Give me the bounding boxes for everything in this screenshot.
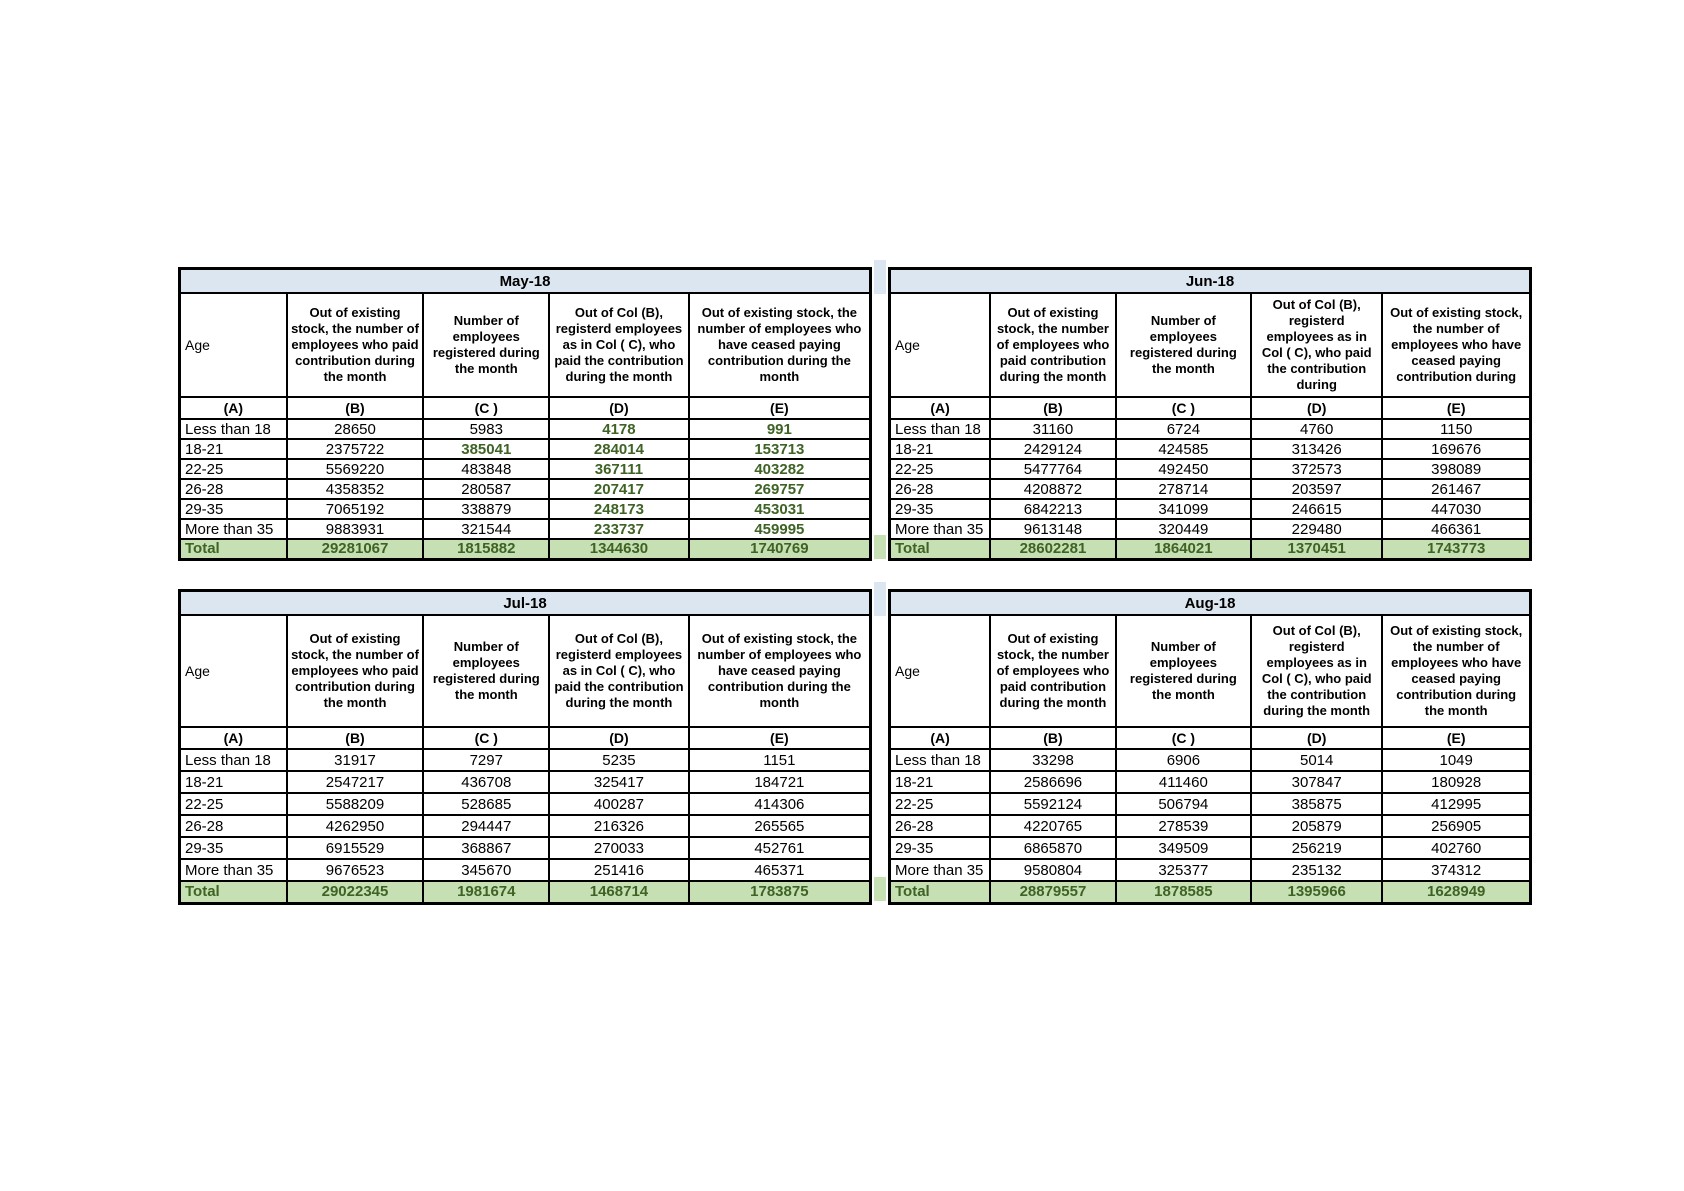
data-cell: 278539: [1116, 815, 1251, 837]
month-title: Jul-18: [180, 591, 871, 616]
data-cell: 4220765: [990, 815, 1116, 837]
total-label: Total: [180, 539, 287, 559]
data-cell: 1049: [1382, 749, 1530, 771]
data-cell: 466361: [1382, 519, 1530, 539]
data-cell: 385875: [1251, 793, 1382, 815]
row-label: 29-35: [180, 499, 287, 519]
data-cell: 256905: [1382, 815, 1530, 837]
col-letter-a: (A): [890, 727, 991, 749]
data-cell: 251416: [549, 859, 689, 881]
col-header-age: Age: [180, 293, 287, 397]
row-label: 26-28: [890, 479, 991, 499]
data-cell: 6865870: [990, 837, 1116, 859]
total-label: Total: [890, 539, 991, 559]
gap-fill-green-bottom: [874, 877, 886, 901]
data-cell: 269757: [689, 479, 871, 499]
total-row: [890, 881, 1531, 903]
data-cell: 338879: [423, 499, 549, 519]
data-cell: 4760: [1251, 419, 1382, 439]
row-label: 26-28: [890, 815, 991, 837]
data-cell: 4262950: [287, 815, 424, 837]
data-cell: 9613148: [990, 519, 1116, 539]
data-cell: 411460: [1116, 771, 1251, 793]
data-cell: 278714: [1116, 479, 1251, 499]
col-header-d: Out of Col (B), registerd employees as in Col ( C), who paid the contribution during: [1251, 293, 1382, 397]
table-row: [890, 815, 1531, 837]
gap-fill-blue-bottom: [874, 582, 886, 616]
col-letter-d: (D): [1251, 397, 1382, 419]
data-cell: 207417: [549, 479, 689, 499]
data-cell: 400287: [549, 793, 689, 815]
data-cell: 341099: [1116, 499, 1251, 519]
data-cell: 465371: [689, 859, 871, 881]
row-label: 26-28: [180, 479, 287, 499]
data-cell: 9883931: [287, 519, 424, 539]
col-letter-e: (E): [1382, 397, 1530, 419]
data-cell: 325377: [1116, 859, 1251, 881]
data-cell: 280587: [423, 479, 549, 499]
data-cell: 436708: [423, 771, 549, 793]
data-cell: 991: [689, 419, 871, 439]
total-cell: 1740769: [689, 539, 871, 559]
row-label: 29-35: [180, 837, 287, 859]
data-cell: 385041: [423, 439, 549, 459]
month-title: Aug-18: [890, 591, 1531, 616]
month-title-row: [180, 269, 871, 294]
row-label: 22-25: [180, 793, 287, 815]
data-cell: 184721: [689, 771, 871, 793]
data-cell: 5569220: [287, 459, 424, 479]
table-row: [890, 419, 1531, 439]
data-cell: 412995: [1382, 793, 1530, 815]
data-cell: 414306: [689, 793, 871, 815]
row-label: 18-21: [890, 771, 991, 793]
data-cell: 1150: [1382, 419, 1530, 439]
data-cell: 452761: [689, 837, 871, 859]
column-headers-row: [180, 615, 871, 727]
data-cell: 453031: [689, 499, 871, 519]
total-cell: 29281067: [287, 539, 424, 559]
column-letters-row: [180, 397, 871, 419]
data-cell: 9580804: [990, 859, 1116, 881]
total-cell: 1783875: [689, 881, 871, 903]
table-jul18: [178, 589, 872, 905]
col-header-e: Out of existing stock, the number of employees who have ceased paying contribution during the month: [689, 293, 871, 397]
total-row: [180, 539, 871, 559]
month-title: May-18: [180, 269, 871, 294]
total-cell: 29022345: [287, 881, 424, 903]
col-header-c: Number of employees registered during the month: [423, 615, 549, 727]
data-cell: 256219: [1251, 837, 1382, 859]
data-cell: 5983: [423, 419, 549, 439]
data-cell: 294447: [423, 815, 549, 837]
table-jun18: [888, 267, 1532, 561]
col-letter-d: (D): [549, 727, 689, 749]
data-cell: 313426: [1251, 439, 1382, 459]
row-label: 18-21: [890, 439, 991, 459]
data-cell: 403282: [689, 459, 871, 479]
total-cell: 1468714: [549, 881, 689, 903]
data-cell: 447030: [1382, 499, 1530, 519]
col-header-c: Number of employees registered during the month: [423, 293, 549, 397]
data-cell: 5014: [1251, 749, 1382, 771]
total-cell: 1344630: [549, 539, 689, 559]
table-row: [180, 749, 871, 771]
col-header-d: Out of Col (B), registerd employees as in Col ( C), who paid the contribution during the month: [549, 293, 689, 397]
data-cell: 5588209: [287, 793, 424, 815]
col-letter-c: (C ): [1116, 727, 1251, 749]
col-header-age: Age: [890, 615, 991, 727]
row-label: 22-25: [180, 459, 287, 479]
month-title: Jun-18: [890, 269, 1531, 294]
data-cell: 506794: [1116, 793, 1251, 815]
col-letter-c: (C ): [423, 397, 549, 419]
col-letter-b: (B): [287, 727, 424, 749]
total-cell: 1815882: [423, 539, 549, 559]
row-label: More than 35: [890, 519, 991, 539]
data-cell: 307847: [1251, 771, 1382, 793]
data-cell: 246615: [1251, 499, 1382, 519]
table-row: [180, 793, 871, 815]
data-cell: 349509: [1116, 837, 1251, 859]
month-title-row: [180, 591, 871, 616]
data-cell: 28650: [287, 419, 424, 439]
data-cell: 2375722: [287, 439, 424, 459]
col-letter-b: (B): [990, 397, 1116, 419]
total-row: [180, 881, 871, 903]
data-cell: 2429124: [990, 439, 1116, 459]
column-letters-row: [890, 397, 1531, 419]
data-cell: 180928: [1382, 771, 1530, 793]
col-header-d: Out of Col (B), registerd employees as in Col ( C), who paid the contribution during the month: [1251, 615, 1382, 727]
col-header-b: Out of existing stock, the number of employees who paid contribution during the month: [990, 293, 1116, 397]
col-header-c: Number of employees registered during the month: [1116, 293, 1251, 397]
table-row: [180, 499, 871, 519]
gap-fill-green-top: [874, 535, 886, 559]
data-cell: 153713: [689, 439, 871, 459]
row-label: 18-21: [180, 771, 287, 793]
table-row: [890, 793, 1531, 815]
data-cell: 402760: [1382, 837, 1530, 859]
col-letter-c: (C ): [423, 727, 549, 749]
column-headers-row: [180, 293, 871, 397]
col-header-b: Out of existing stock, the number of employees who paid contribution during the month: [990, 615, 1116, 727]
col-letter-a: (A): [890, 397, 991, 419]
data-cell: 216326: [549, 815, 689, 837]
data-cell: 528685: [423, 793, 549, 815]
data-cell: 205879: [1251, 815, 1382, 837]
data-cell: 372573: [1251, 459, 1382, 479]
total-cell: 1878585: [1116, 881, 1251, 903]
data-cell: 203597: [1251, 479, 1382, 499]
table-row: [890, 439, 1531, 459]
data-cell: 4178: [549, 419, 689, 439]
data-cell: 233737: [549, 519, 689, 539]
row-label: More than 35: [180, 519, 287, 539]
data-cell: 6906: [1116, 749, 1251, 771]
table-row: [890, 837, 1531, 859]
total-label: Total: [890, 881, 991, 903]
col-header-c: Number of employees registered during the month: [1116, 615, 1251, 727]
col-letter-c: (C ): [1116, 397, 1251, 419]
table-row: [890, 859, 1531, 881]
row-label: Less than 18: [890, 749, 991, 771]
table-row: [180, 479, 871, 499]
data-cell: 7297: [423, 749, 549, 771]
column-headers-row: [890, 293, 1531, 397]
data-cell: 2586696: [990, 771, 1116, 793]
data-cell: 7065192: [287, 499, 424, 519]
data-cell: 424585: [1116, 439, 1251, 459]
row-label: 29-35: [890, 837, 991, 859]
data-cell: 5235: [549, 749, 689, 771]
total-row: [890, 539, 1531, 559]
data-cell: 459995: [689, 519, 871, 539]
data-cell: 265565: [689, 815, 871, 837]
data-cell: 374312: [1382, 859, 1530, 881]
gap-fill-blue-top: [874, 260, 886, 294]
table-aug18: [888, 589, 1532, 905]
data-cell: 235132: [1251, 859, 1382, 881]
data-cell: 6915529: [287, 837, 424, 859]
data-cell: 6842213: [990, 499, 1116, 519]
data-cell: 320449: [1116, 519, 1251, 539]
table-row: [180, 519, 871, 539]
total-cell: 1628949: [1382, 881, 1530, 903]
row-label: Less than 18: [180, 749, 287, 771]
table-row: [180, 771, 871, 793]
row-label: 22-25: [890, 793, 991, 815]
column-headers-row: [890, 615, 1531, 727]
month-title-row: [890, 269, 1531, 294]
data-cell: 1151: [689, 749, 871, 771]
col-header-b: Out of existing stock, the number of employees who paid contribution during the month: [287, 615, 424, 727]
table-row: [180, 439, 871, 459]
total-cell: 1981674: [423, 881, 549, 903]
col-header-e: Out of existing stock, the number of employees who have ceased paying contribution during the month: [1382, 615, 1530, 727]
month-title-row: [890, 591, 1531, 616]
col-letter-a: (A): [180, 727, 287, 749]
data-cell: 2547217: [287, 771, 424, 793]
data-cell: 31917: [287, 749, 424, 771]
table-row: [890, 499, 1531, 519]
col-header-e: Out of existing stock, the number of employees who have ceased paying contribution during: [1382, 293, 1530, 397]
row-label: Less than 18: [890, 419, 991, 439]
table-row: [890, 459, 1531, 479]
col-letter-e: (E): [689, 727, 871, 749]
total-cell: 28602281: [990, 539, 1116, 559]
table-row: [890, 519, 1531, 539]
row-label: More than 35: [890, 859, 991, 881]
total-cell: 1864021: [1116, 539, 1251, 559]
column-letters-row: [890, 727, 1531, 749]
data-cell: 9676523: [287, 859, 424, 881]
col-letter-a: (A): [180, 397, 287, 419]
total-cell: 1370451: [1251, 539, 1382, 559]
row-label: 22-25: [890, 459, 991, 479]
data-cell: 270033: [549, 837, 689, 859]
row-label: More than 35: [180, 859, 287, 881]
table-row: [180, 837, 871, 859]
col-header-age: Age: [180, 615, 287, 727]
data-cell: 483848: [423, 459, 549, 479]
data-cell: 33298: [990, 749, 1116, 771]
data-cell: 169676: [1382, 439, 1530, 459]
table-row: [890, 749, 1531, 771]
table-row: [180, 815, 871, 837]
col-header-e: Out of existing stock, the number of employees who have ceased paying contribution during the month: [689, 615, 871, 727]
col-letter-b: (B): [287, 397, 424, 419]
data-cell: 367111: [549, 459, 689, 479]
row-label: Less than 18: [180, 419, 287, 439]
total-cell: 28879557: [990, 881, 1116, 903]
data-cell: 261467: [1382, 479, 1530, 499]
col-letter-d: (D): [1251, 727, 1382, 749]
col-letter-e: (E): [689, 397, 871, 419]
column-letters-row: [180, 727, 871, 749]
table-row: [180, 859, 871, 881]
col-header-d: Out of Col (B), registerd employees as in Col ( C), who paid the contribution during the month: [549, 615, 689, 727]
table-row: [180, 459, 871, 479]
col-letter-d: (D): [549, 397, 689, 419]
data-cell: 229480: [1251, 519, 1382, 539]
data-cell: 5477764: [990, 459, 1116, 479]
row-label: 18-21: [180, 439, 287, 459]
col-header-age: Age: [890, 293, 991, 397]
col-letter-b: (B): [990, 727, 1116, 749]
data-cell: 31160: [990, 419, 1116, 439]
data-cell: 6724: [1116, 419, 1251, 439]
row-label: 26-28: [180, 815, 287, 837]
total-cell: 1395966: [1251, 881, 1382, 903]
total-cell: 1743773: [1382, 539, 1530, 559]
table-row: [890, 479, 1531, 499]
data-cell: 321544: [423, 519, 549, 539]
table-row: [890, 771, 1531, 793]
total-label: Total: [180, 881, 287, 903]
col-header-b: Out of existing stock, the number of employees who paid contribution during the month: [287, 293, 424, 397]
data-cell: 4208872: [990, 479, 1116, 499]
data-cell: 5592124: [990, 793, 1116, 815]
table-row: [180, 419, 871, 439]
col-letter-e: (E): [1382, 727, 1530, 749]
data-cell: 4358352: [287, 479, 424, 499]
data-cell: 325417: [549, 771, 689, 793]
data-cell: 398089: [1382, 459, 1530, 479]
data-cell: 248173: [549, 499, 689, 519]
data-cell: 345670: [423, 859, 549, 881]
data-cell: 492450: [1116, 459, 1251, 479]
data-cell: 284014: [549, 439, 689, 459]
row-label: 29-35: [890, 499, 991, 519]
data-cell: 368867: [423, 837, 549, 859]
table-may18: [178, 267, 872, 561]
